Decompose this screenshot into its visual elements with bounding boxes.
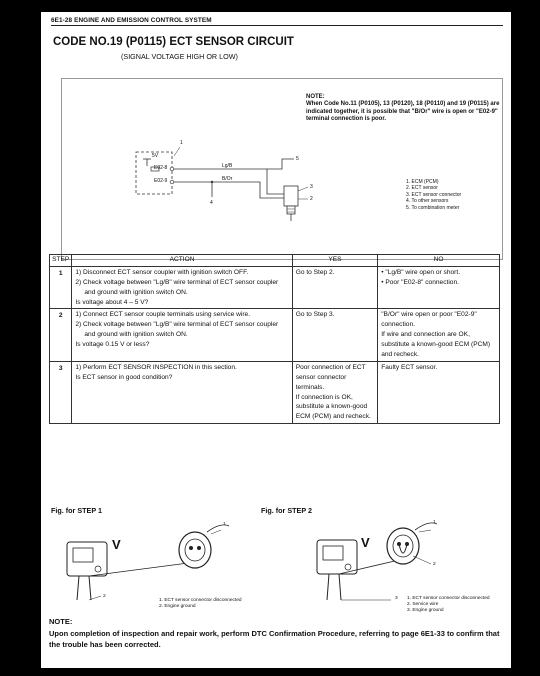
header-rule: [51, 25, 503, 26]
header-yes: YES: [292, 255, 378, 267]
fig1-meter-glyph: V: [112, 537, 121, 552]
table-header-row: [50, 255, 500, 267]
step-number: 1: [50, 266, 72, 309]
legend-item: 3. ECT sensor connector: [406, 191, 462, 198]
step-yes: Go to Step 2.: [292, 266, 378, 309]
step-yes: Go to Step 3.: [292, 309, 378, 361]
fig2-num-3: 3: [395, 596, 398, 601]
step-number: 2: [50, 309, 72, 361]
step-no: [378, 266, 500, 309]
action-question: Is voltage about 4 – 5 V?: [75, 298, 149, 306]
action-line: 2) Check voltage between "Lg/B" wire terminal of ECT sensor coupler and ground with ignition switch ON.: [75, 278, 279, 296]
fig1-num-2: 2: [103, 594, 106, 599]
fig-step2-label: Fig. for STEP 2: [261, 506, 312, 515]
table-row: [50, 309, 500, 361]
fig2-legend: [407, 596, 490, 615]
fig2-legend-item: 3. Engine ground: [407, 608, 444, 614]
legend-item: 5. To combination meter: [406, 204, 460, 211]
no-line: • "Lg/B" wire open or short.: [381, 268, 461, 276]
action-line: 1) Disconnect ECT sensor coupler with ignition switch OFF.: [75, 268, 249, 276]
manual-page: [41, 12, 511, 668]
legend-item: 1. ECM (PCM): [406, 179, 439, 185]
circuit-diagram: [61, 78, 503, 260]
label-bor-wire: B/Or: [222, 176, 233, 182]
fig-step1-label: Fig. for STEP 1: [51, 506, 102, 515]
fig1-legend: [159, 598, 242, 610]
page-title: CODE NO.19 (P0115) ECT SENSOR CIRCUIT: [53, 36, 294, 48]
no-line: • Poor "E02-8" connection.: [381, 278, 459, 286]
header-no: NO: [378, 255, 500, 267]
fig2-num-2: 2: [433, 562, 436, 567]
no-line: If wire and connection are OK, substitute a known-good ECM (PCM) and recheck.: [381, 331, 491, 359]
diagram-note-title: NOTE:: [306, 94, 325, 100]
no-line: "B/Or" wire open or poor "E02-9" connection.: [381, 311, 477, 329]
step-yes: Poor connection of ECT sensor connector terminals. If connection is OK, substitute a known-good ECM (PCM) and recheck.: [292, 361, 378, 423]
fig1-legend-item: 2. Engine ground: [159, 604, 196, 610]
fig1-num-1: 1: [223, 522, 226, 527]
fig-step1-drawing: [61, 512, 261, 612]
page-header: 6E1-28 ENGINE AND EMISSION CONTROL SYSTEM: [51, 17, 212, 24]
diagram-legend: [406, 179, 461, 211]
diagnostic-table: [49, 254, 500, 424]
label-e02-9: E02-9: [154, 178, 168, 184]
legend-item: 2. ECT sensor: [406, 185, 438, 192]
fig2-num-1: 1: [433, 520, 436, 525]
step-number: 3: [50, 361, 72, 423]
diagram-note-text: When Code No.11 (P0105), 13 (P0120), 18 (P0110) and 19 (P0115) are indicated together, it is possible that "B/Or" wire is open or "E02-9" terminal connection is poor.: [306, 101, 500, 122]
label-other-sensors-num: 4: [210, 200, 213, 206]
header-action: ACTION: [72, 255, 292, 267]
action-line: 2) Check voltage between "Lg/B" wire terminal of ECT sensor coupler and ground with ignition switch ON.: [75, 321, 279, 339]
action-question: Is ECT sensor in good condition?: [75, 373, 173, 381]
fig2-meter-glyph: V: [361, 535, 370, 550]
label-e02-8: E02-8: [154, 165, 168, 171]
header-step: STEP: [50, 255, 72, 267]
fig1-legend-item: 1. ECT sensor connector disconnected: [159, 598, 242, 603]
action-line: 1) Connect ECT sensor couple terminals using service wire.: [75, 311, 251, 319]
step-no: [378, 361, 500, 423]
step-action: [72, 309, 292, 361]
fig2-legend-item: 1. ECT sensor connector disconnected: [407, 596, 490, 601]
step-action: [72, 266, 292, 309]
table-row: [50, 266, 500, 309]
fig-step1: [61, 512, 261, 612]
step-no: [378, 309, 500, 361]
label-lgb-wire: Lg/B: [222, 163, 233, 169]
label-ecm-num: 1: [180, 140, 183, 146]
label-meter-num: 5: [296, 156, 299, 162]
fig2-legend-item: 2. Service wire: [407, 602, 439, 608]
label-connector-num: 3: [310, 184, 313, 190]
diagram-note: [306, 94, 500, 123]
table-row: [50, 361, 500, 423]
no-line: Faulty ECT sensor.: [381, 363, 438, 371]
action-line: 1) Perform ECT SENSOR INSPECTION in this section.: [75, 363, 237, 371]
page-subtitle: (SIGNAL VOLTAGE HIGH OR LOW): [121, 52, 238, 61]
note-title: NOTE:: [49, 617, 73, 626]
note-text: Upon completion of inspection and repair work, perform DTC Confirmation Procedure, referring to page 6E1-33 to confirm that the trouble has been corrected.: [49, 629, 500, 649]
legend-item: 4. To other sensors: [406, 198, 449, 205]
step-action: [72, 361, 292, 423]
label-sensor-num: 2: [310, 196, 313, 202]
fig-step2: [311, 512, 507, 612]
label-5v: 5V: [152, 153, 159, 159]
action-question: Is voltage 0.15 V or less?: [75, 341, 150, 349]
